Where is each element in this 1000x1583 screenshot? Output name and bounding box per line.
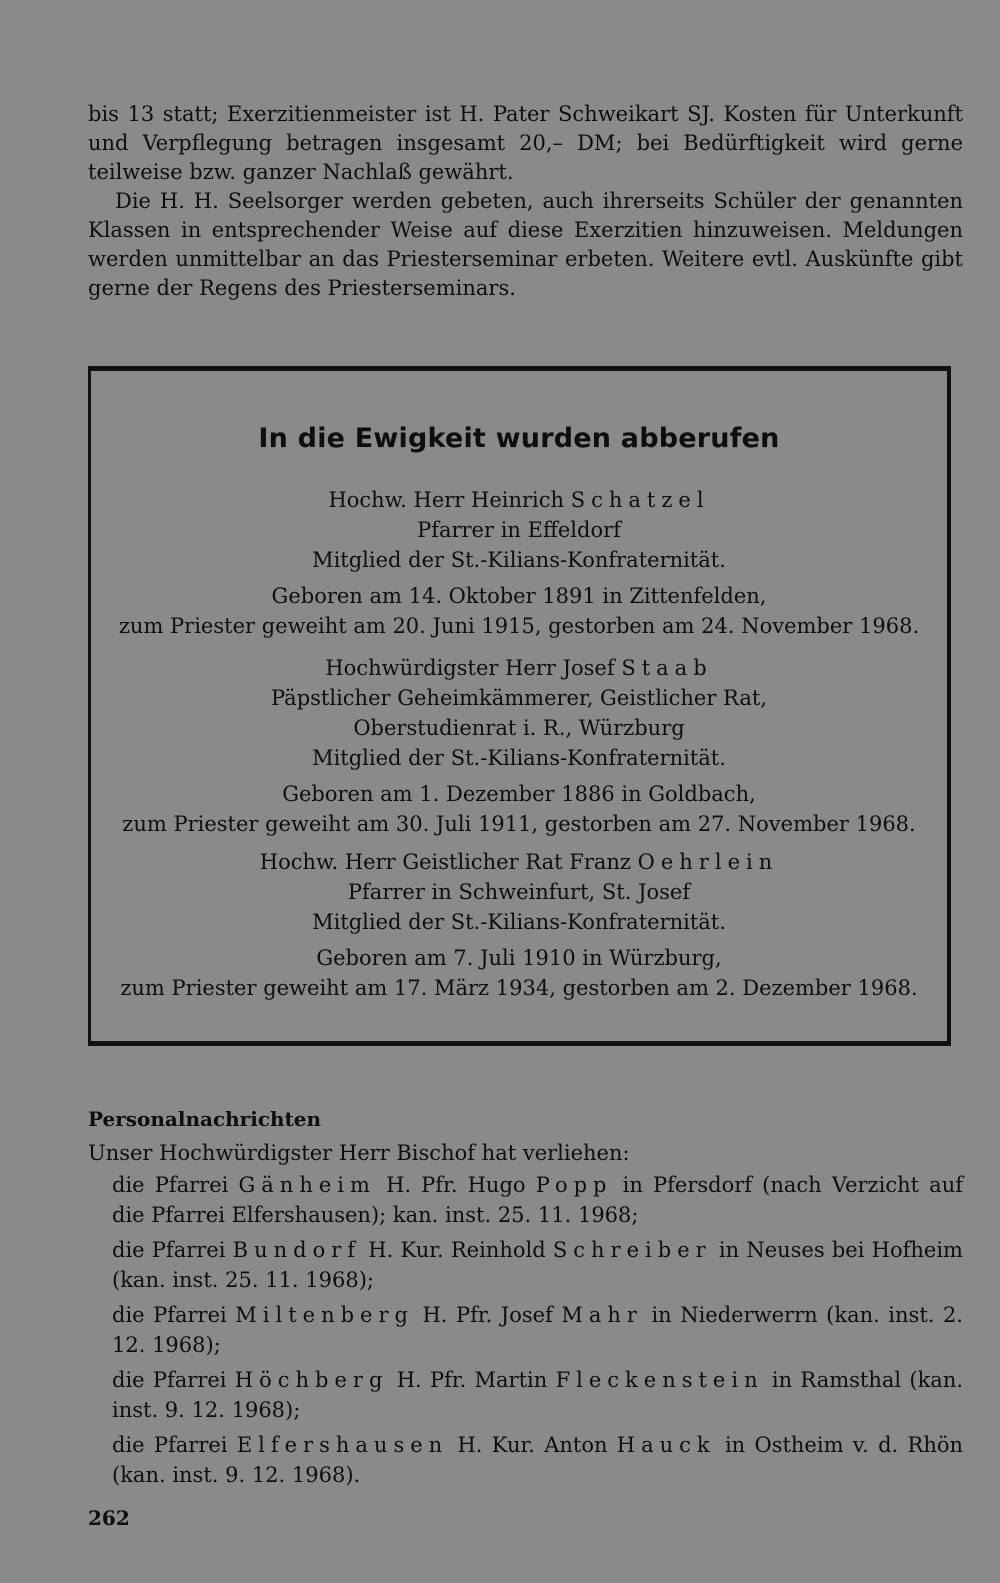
- obituary-line: Mitglied der St.-Kilians-Konfraternität.: [312, 548, 726, 572]
- obituary-ordained: zum Priester geweiht am 20. Juni 1915, gestorben am 24. November 1968.: [118, 614, 920, 638]
- appointment-prefix: die Pfarrei: [112, 1303, 227, 1327]
- surname: Oehrlein: [637, 850, 779, 874]
- obituary-box: [88, 366, 951, 1046]
- personal-news-section: [88, 1105, 963, 1495]
- appointment-item: [112, 1235, 963, 1295]
- surname: Staab: [621, 656, 713, 680]
- appointment-prefix: die Pfarrei: [112, 1368, 227, 1392]
- section-heading: Personalnachrichten: [88, 1107, 322, 1131]
- obituary-ordained: zum Priester geweiht am 17. März 1934, gestorben am 2. Dezember 1968.: [120, 976, 918, 1000]
- obituary-line: Pfarrer in Schweinfurt, St. Josef: [347, 880, 691, 904]
- parish-name: Miltenberg: [235, 1303, 414, 1327]
- obituary-ordained: zum Priester geweiht am 30. Juli 1911, gestorben am 27. November 1968.: [122, 812, 916, 836]
- person-surname: Fleckenstein: [555, 1368, 764, 1392]
- parish-name: Elfershausen: [236, 1433, 449, 1457]
- intro-text: [88, 100, 963, 303]
- intro-paragraph-2: Die H. H. Seelsorger werden gebeten, auch ihrerseits Schüler der genannten Klassen in entsprechender Weise auf diese Exerzitien hinzuweisen. Meldungen werden unmittelbar an das Priesterseminar erbeten. Weitere evtl. Auskünfte gibt gerne der Regens des Priesterseminars.: [88, 189, 963, 300]
- name-prefix: Hochw. Herr Heinrich: [328, 488, 565, 512]
- appointment-item: [112, 1300, 963, 1360]
- obituary-line: Pfarrer in Effeldorf: [417, 518, 621, 542]
- obituary-line: Oberstudienrat i. R., Würzburg: [353, 716, 685, 740]
- appointment-prefix: die Pfarrei: [112, 1433, 228, 1457]
- person-surname: Schreiber: [552, 1238, 712, 1262]
- appointment-item: [112, 1365, 963, 1425]
- person-surname: Hauck: [616, 1433, 716, 1457]
- obituary-line: Mitglied der St.-Kilians-Konfraternität.: [312, 910, 726, 934]
- appointment-details: in Niederwerrn (kan. inst. 2. 12. 1968);: [112, 1303, 963, 1357]
- surname: Schatzel: [570, 488, 710, 512]
- obituary-name: [91, 847, 947, 877]
- appointment-title: H. Pfr. Josef: [422, 1303, 553, 1327]
- obituary-born: Geboren am 1. Dezember 1886 in Goldbach,: [282, 782, 756, 806]
- appointment-title: H. Pfr. Martin: [396, 1368, 548, 1392]
- page-number: 262: [88, 1506, 130, 1530]
- obituary-entry-staab: [91, 653, 947, 839]
- appointment-prefix: die Pfarrei: [112, 1173, 229, 1197]
- appointment-details: in Ostheim v. d. Rhön (kan. inst. 9. 12. 1968).: [112, 1433, 964, 1487]
- appointment-details: in Neuses bei Hofheim (kan. inst. 25. 11. 1968);: [112, 1238, 963, 1292]
- appointment-list: [88, 1170, 963, 1490]
- intro-paragraph-1: bis 13 statt; Exerzitienmeister ist H. Pater Schweikart SJ. Kosten für Unterkunft und Verpflegung betragen insgesamt 20,– DM; bei Bedürftigkeit wird gerne teilweise bzw. ganzer Nachlaß gewährt.: [88, 102, 963, 184]
- name-prefix: Hochw. Herr Geistlicher Rat Franz: [259, 850, 631, 874]
- appointment-item: [112, 1170, 963, 1230]
- parish-name: Höchberg: [234, 1368, 389, 1392]
- person-surname: Mahr: [561, 1303, 643, 1327]
- obituary-line: Päpstlicher Geheimkämmerer, Geistlicher Rat,: [271, 686, 767, 710]
- obituary-name: [91, 653, 947, 683]
- appointment-title: H. Pfr. Hugo: [386, 1173, 526, 1197]
- appointment-item: [112, 1430, 963, 1490]
- appointment-title: H. Kur. Reinhold: [368, 1238, 546, 1262]
- person-surname: Popp: [535, 1173, 613, 1197]
- appointment-prefix: die Pfarrei: [112, 1238, 226, 1262]
- appointment-title: H. Kur. Anton: [457, 1433, 608, 1457]
- parish-name: Bundorf: [232, 1238, 362, 1262]
- obituary-born: Geboren am 7. Juli 1910 in Würzburg,: [316, 946, 722, 970]
- obituary-line: Mitglied der St.-Kilians-Konfraternität.: [312, 746, 726, 770]
- name-prefix: Hochwürdigster Herr Josef: [325, 656, 615, 680]
- appointment-details: in Ramsthal (kan. inst. 9. 12. 1968);: [112, 1368, 964, 1422]
- section-lead: Unser Hochwürdigster Herr Bischof hat verliehen:: [88, 1141, 630, 1165]
- obituary-name: [91, 485, 947, 515]
- obituary-entry-schatzel: [91, 485, 947, 641]
- parish-name: Gänheim: [238, 1173, 376, 1197]
- obituary-entry-oehrlein: [91, 847, 947, 1003]
- appointment-details: in Pfersdorf (nach Verzicht auf die Pfarrei Elfershausen); kan. inst. 25. 11. 1968;: [112, 1173, 963, 1227]
- obituary-title: In die Ewigkeit wurden abberufen: [258, 423, 780, 454]
- obituary-born: Geboren am 14. Oktober 1891 in Zittenfelden,: [271, 584, 767, 608]
